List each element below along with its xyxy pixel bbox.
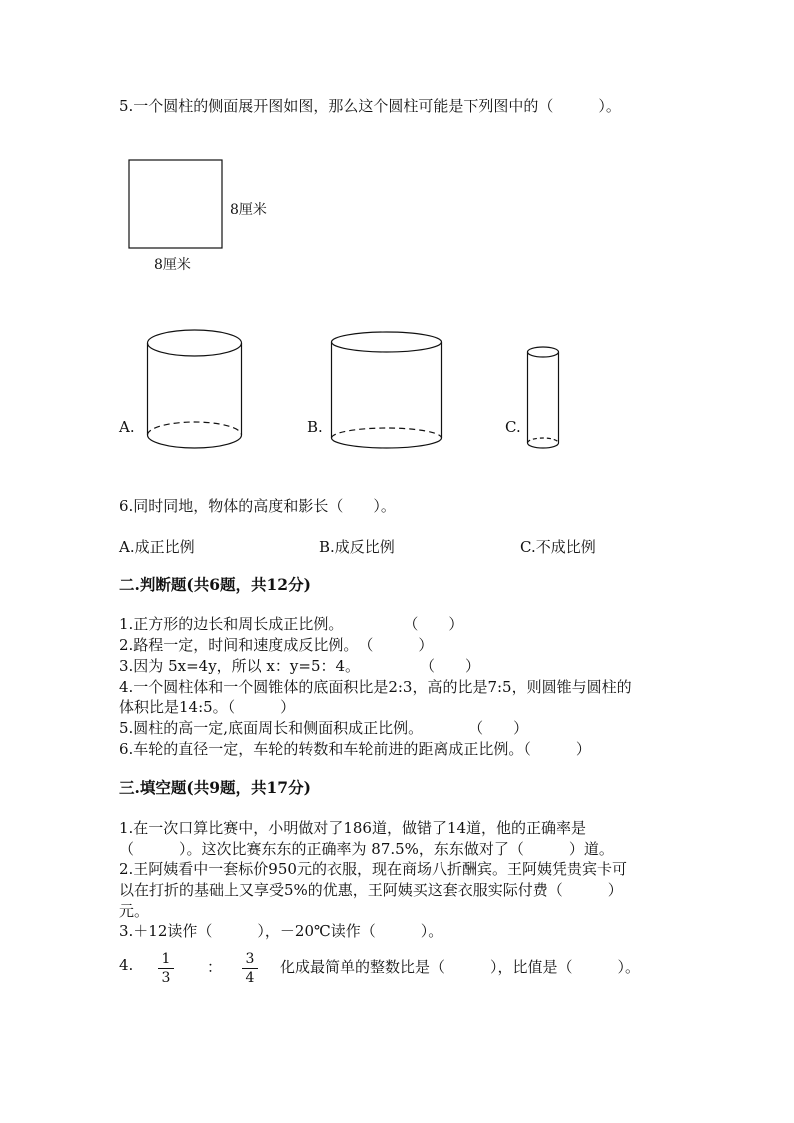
ratio-colon: ： (207, 958, 223, 976)
fill-item: 元。 (119, 902, 150, 920)
fraction-three-fourths (242, 951, 258, 986)
judge-item: 4.一个圆柱体和一个圆锥体的底面积比是2:3，高的比是7:5，则圆锥与圆柱的 (119, 678, 632, 696)
fill-q4-suffix: 化成最简单的整数比是（ ），比值是（ ）。 (280, 958, 641, 976)
fill-item: 以在打折的基础上又享受5%的优惠，王阿姨买这套衣服实际付费（ ） (119, 881, 623, 899)
fraction-numerator: 1 (161, 951, 171, 967)
fraction-denominator: 3 (161, 970, 171, 986)
q6-option-a: A.成正比例 (119, 538, 195, 556)
fill-item: 3.＋12读作（ ），－20℃读作（ ）。 (119, 922, 444, 940)
option-a-label: A. (119, 418, 135, 436)
cylinder-b (332, 332, 442, 448)
square-bottom-label: 8厘米 (154, 257, 191, 273)
cylinder-c (528, 347, 559, 448)
fill-item: （ ）。这次比赛东东的正确率为 87.5%，东东做对了（ ）道。 (119, 840, 614, 858)
option-c-label: C. (505, 418, 521, 436)
q6-option-c: C.不成比例 (520, 538, 596, 556)
fraction-numerator: 3 (245, 951, 255, 967)
section3-title: 三.填空题(共9题，共17分) (119, 778, 311, 797)
q5-text: 5.一个圆柱的侧面展开图如图，那么这个圆柱可能是下列图中的（ ）。 (119, 97, 621, 115)
square-side-label: 8厘米 (230, 202, 267, 218)
judge-item: 1.正方形的边长和周长成正比例。 （ ） (119, 615, 464, 633)
fraction-denominator: 4 (245, 970, 255, 986)
fill-q4-prefix: 4. (119, 956, 134, 974)
judge-item: 6.车轮的直径一定，车轮的转数和车轮前进的距离成正比例。（ ） (119, 740, 591, 758)
q6-text: 6.同时同地，物体的高度和影长（ ）。 (119, 497, 396, 515)
fill-item: 2.王阿姨看中一套标价950元的衣服，现在商场八折酬宾。王阿姨凭贵宾卡可 (119, 860, 627, 878)
option-b-label: B. (307, 418, 323, 436)
section2-title: 二.判断题(共6题，共12分) (119, 575, 311, 594)
cylinder-a (148, 330, 242, 448)
judge-item: 体积比是14:5。（ ） (119, 698, 296, 716)
judge-item: 3.因为 5x=4y，所以 x：y=5：4。 （ ） (119, 657, 481, 675)
fill-item: 1.在一次口算比赛中，小明做对了186道，做错了14道，他的正确率是 (119, 819, 587, 837)
judge-item: 2.路程一定，时间和速度成反比例。 （ ） (119, 636, 434, 654)
fraction-one-third (158, 951, 174, 986)
q6-option-b: B.成反比例 (319, 538, 395, 556)
judge-item: 5.圆柱的高一定,底面周长和侧面积成正比例。 （ ） (119, 719, 529, 737)
unfolded-square (129, 160, 222, 248)
